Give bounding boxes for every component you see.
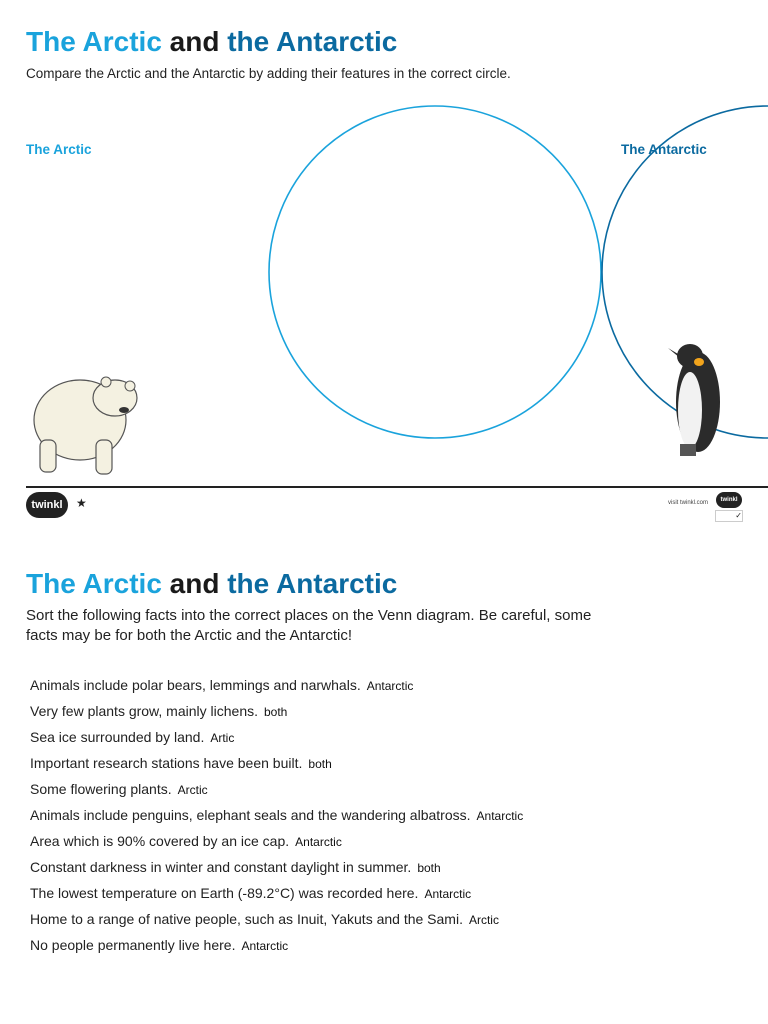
list-item[interactable]	[30, 830, 523, 856]
fact-text: Area which is 90% covered by an ice cap.	[30, 833, 290, 849]
star-icon: ★	[76, 496, 87, 510]
list-item[interactable]	[30, 856, 523, 882]
list-item[interactable]	[30, 882, 523, 908]
fact-answer: both	[308, 757, 332, 771]
fact-text: Sea ice surrounded by land.	[30, 729, 205, 745]
fact-text: Home to a range of native people, such as Inuit, Yakuts and the Sami.	[30, 911, 463, 927]
list-item[interactable]	[30, 778, 523, 804]
title-arctic: The Arctic	[26, 568, 162, 599]
venn-subtitle: Compare the Arctic and the Antarctic by adding their features in the correct circle.	[26, 66, 511, 81]
list-item[interactable]	[30, 804, 523, 830]
list-item[interactable]	[30, 934, 523, 960]
fact-answer: Antarctic	[295, 835, 342, 849]
title-and: and	[169, 26, 220, 57]
fact-answer: Antarctic	[424, 887, 472, 901]
page-title	[26, 26, 397, 58]
fact-answer: Arctic	[177, 783, 208, 797]
fact-answer: both	[417, 861, 441, 875]
title-antarctic: the Antarctic	[227, 26, 398, 57]
venn-diagram	[0, 100, 768, 480]
polar-bear-icon	[34, 377, 137, 474]
fact-text: Constant darkness in winter and constant daylight in summer.	[30, 859, 412, 875]
arctic-circle[interactable]	[269, 106, 601, 438]
twinkl-logo-small: twinkl	[716, 492, 742, 508]
arctic-label: The Arctic	[26, 142, 92, 157]
list-item[interactable]	[30, 908, 523, 934]
list-item[interactable]	[30, 726, 523, 752]
fact-text: No people permanently live here.	[30, 937, 236, 953]
fact-text: Animals include penguins, elephant seals and the wandering albatross.	[30, 807, 471, 823]
fact-answer: Antarctic	[366, 679, 414, 693]
visit-link[interactable]: visit twinkl.com	[667, 500, 708, 506]
fact-answer: Arctic	[468, 913, 499, 927]
page-title-2	[26, 568, 397, 600]
facts-list	[30, 674, 523, 960]
list-item[interactable]	[30, 674, 523, 700]
sort-instructions: Sort the following facts into the correct places on the Venn diagram. Be careful, some facts may be for both the Arctic and the Antarctic!	[26, 607, 592, 644]
list-item[interactable]	[30, 700, 523, 726]
fact-text: Very few plants grow, mainly lichens.	[30, 703, 258, 719]
twinkl-logo: twinkl	[26, 492, 68, 518]
antarctic-label: The Antarctic	[621, 142, 707, 157]
fact-answer: both	[264, 705, 288, 719]
fact-text: The lowest temperature on Earth (-89.2°C) was recorded here.	[30, 885, 419, 901]
title-antarctic: the Antarctic	[227, 568, 398, 599]
list-item[interactable]	[30, 752, 523, 778]
title-and: and	[169, 568, 220, 599]
fact-text: Some flowering plants.	[30, 781, 172, 797]
fact-text: Important research stations have been built.	[30, 755, 303, 771]
footer-divider	[26, 486, 768, 488]
fact-answer: Antarctic	[476, 809, 524, 823]
fact-answer: Artic	[210, 731, 235, 745]
penguin-icon	[668, 344, 720, 456]
title-arctic: The Arctic	[26, 26, 162, 57]
fact-answer: Antarctic	[241, 939, 289, 953]
check-icon: ✓	[715, 510, 743, 522]
fact-text: Animals include polar bears, lemmings and narwhals.	[30, 677, 361, 693]
